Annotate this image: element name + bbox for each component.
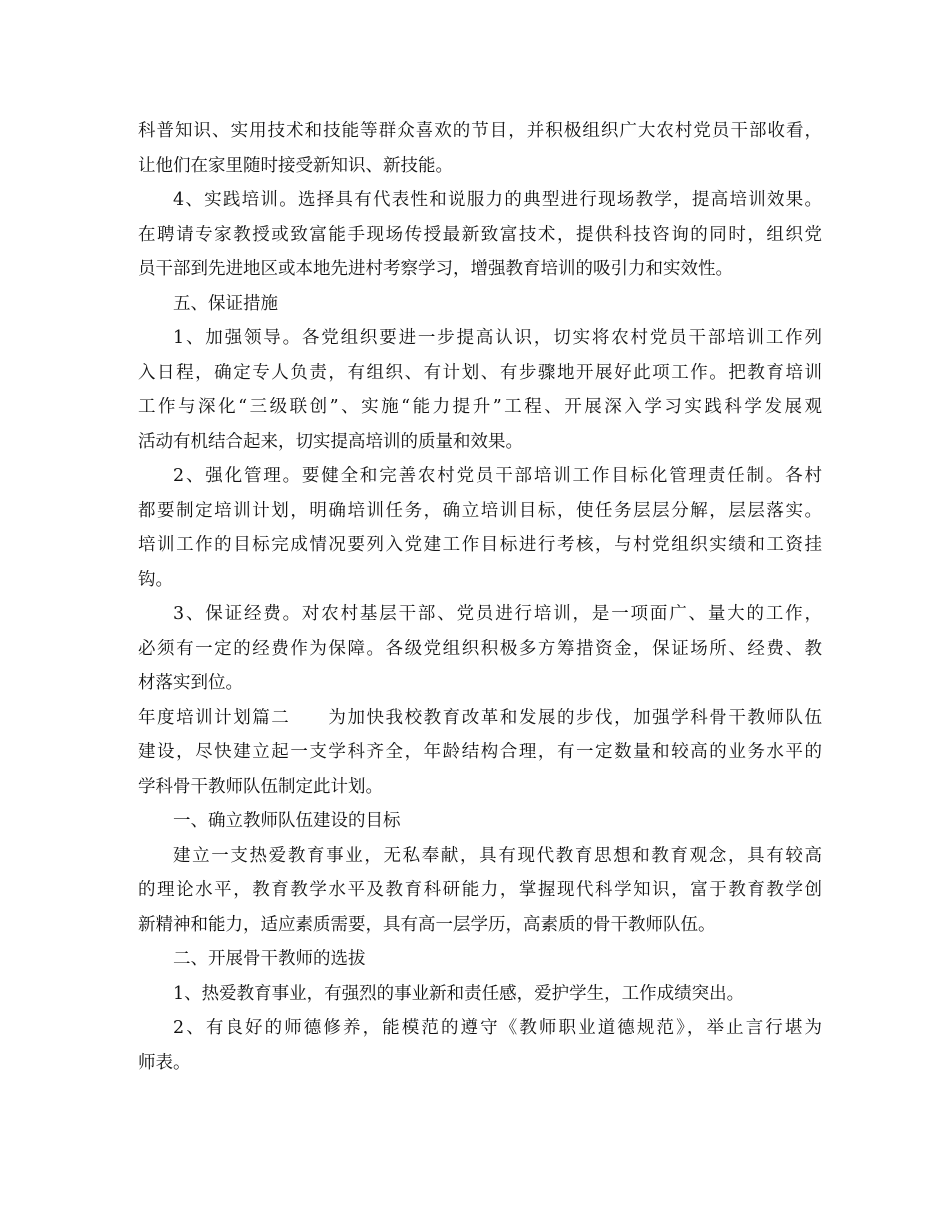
text-line: 活动有机结合起来，切实提高培训的质量和效果。: [138, 431, 523, 452]
text-line: 新精神和能力，适应素质需要，具有高一层学历，高素质的骨干教师队伍。: [138, 914, 716, 935]
text-line: 培训工作的目标完成情况要列入党建工作目标进行考核，与村党组织实绩和工资挂: [138, 535, 822, 555]
text-line: 必须有一定的经费作为保障。各级党组织积极多方筹措资金，保证场所、经费、教: [138, 638, 822, 659]
text-line: 的理论水平，教育教学水平及教育科研能力，掌握现代科学知识，富于教育教学创: [138, 880, 822, 900]
text-line: 工作与深化“三级联创”、实施“能力提升”工程、开展深入学习实践科学发展观: [138, 397, 822, 417]
text-line: 3、保证经费。对农村基层干部、党员进行培训，是一项面广、量大的工作，: [173, 604, 822, 624]
text-line: 员干部到先进地区或本地先进村考察学习，增强教育培训的吸引力和实效性。: [138, 259, 733, 279]
text-line: 建设，尽快建立起一支学科齐全，年龄结构合理，有一定数量和较高的业务水平的: [138, 742, 822, 762]
text-line: 让他们在家里随时接受新知识、新技能。: [138, 155, 453, 176]
text-line: 1、加强领导。各党组织要进一步提高认识，切实将农村党员干部培训工作列: [173, 328, 822, 348]
text-line: 2、强化管理。要健全和完善农村党员干部培训工作目标化管理责任制。各村: [173, 466, 822, 486]
text-line: 1、热爱教育事业，有强烈的事业新和责任感，爱护学生，工作成绩突出。: [173, 983, 745, 1004]
text-line: 入日程，确定专人负责，有组织、有计划、有步骤地开展好此项工作。把教育培训: [138, 362, 822, 383]
text-line: 4、实践培训。选择具有代表性和说服力的典型进行现场教学，提高培训效果。: [173, 190, 822, 210]
text-line: 在聘请专家教授或致富能手现场传授最新致富技术，提供科技咨询的同时，组织党: [138, 224, 822, 245]
text-line: 五、保证措施: [173, 293, 278, 314]
text-line: 师表。: [138, 1052, 191, 1073]
text-line: 建立一支热爱教育事业，无私奉献，具有现代教育思想和教育观念，具有较高: [173, 845, 822, 866]
text-line: 钩。: [138, 569, 173, 590]
text-line: 二、开展骨干教师的选拔: [173, 949, 366, 969]
text-line: 材落实到位。: [138, 673, 243, 693]
document-body: [138, 114, 822, 1080]
text-line: 一、确立教师队伍建设的目标: [173, 811, 401, 831]
text-line: 学科骨干教师队伍制定此计划。: [138, 776, 383, 797]
text-line: 2、有良好的师德修养，能模范的遵守《教师职业道德规范》，举止言行堪为: [173, 1018, 822, 1038]
text-line: 科普知识、实用技术和技能等群众喜欢的节目，并积极组织广大农村党员干部收看，: [138, 121, 822, 141]
text-line: 都要制定培训计划，明确培训任务，确立培训目标，使任务层层分解，层层落实。: [138, 500, 822, 521]
text-line: 年度培训计划篇二 为加快我校教育改革和发展的步伐，加强学科骨干教师队伍: [138, 707, 822, 728]
